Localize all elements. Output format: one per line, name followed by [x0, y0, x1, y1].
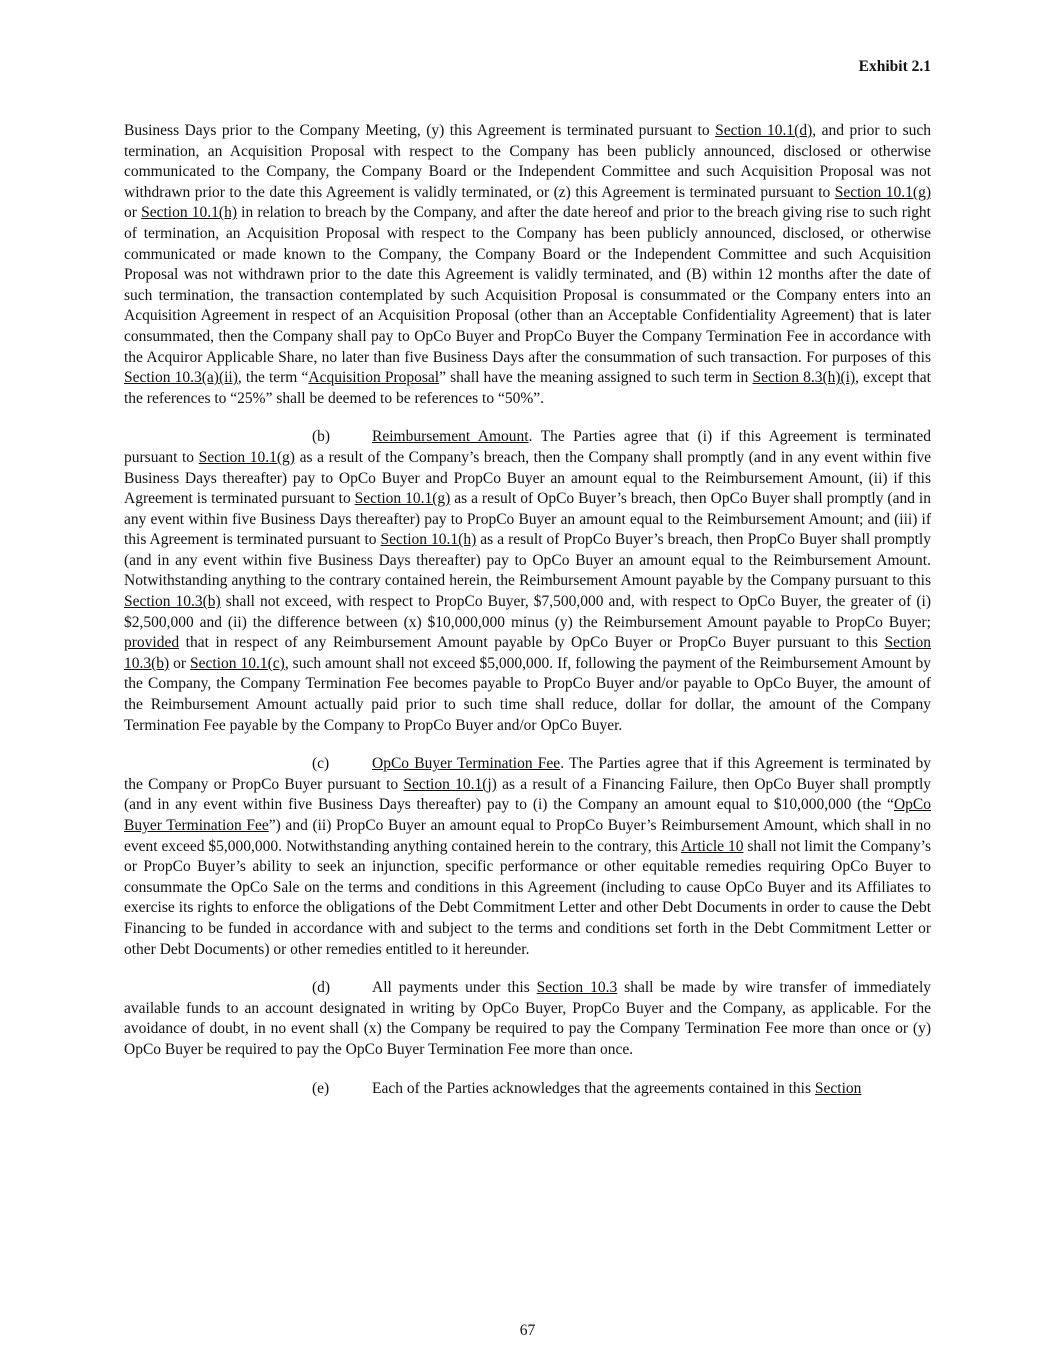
paragraph-label: (b) [312, 428, 331, 446]
paragraph-a-continued: Business Days prior to the Company Meeting, (y) this Agreement is terminated pursuant to Section 10.1(d), and prior to such termination, an Acquisition Proposal with respect to the Company has been publicly announced, disclosed or otherwise communicated to the Company, the Company Board or the Independent Committee and such Acquisition Proposal was not withdrawn prior to the date this Agreement is validly terminated, or (z) this Agreement is terminated pursuant to Section 10.1(g) or Section 10.1(h) in relation to breach by the Company, and after the date hereof and prior to the breach giving rise to such right of termination, an Acquisition Proposal with respect to the Company has been publicly announced, disclosed, or otherwise communicated or made known to the Company, the Company Board or the Independent Committee and such Acquisition Proposal was not withdrawn prior to the date this Agreement is validly terminated, and (B) within 12 months after the date of such termination, the transaction contemplated by such Acquisition Proposal is consummated or the Company enters into an Acquisition Agreement in respect of an Acquisition Proposal (other than an Acceptable Confidentiality Agreement) that is later consummated, then the Company shall pay to OpCo Buyer and PropCo Buyer the Company Termination Fee in accordance with the Acquiror Applicable Share, no later than five Business Days after the consummation of such transaction. For purposes of this Section 10.3(a)(ii), the term “Acquisition Proposal” shall have the meaning assigned to such term in Section 8.3(h)(i), except that the references to “25%” shall be deemed to be references to “50%”. [124, 122, 932, 407]
cross-reference: Section 10.1(h) [380, 531, 477, 549]
cross-reference: Section 8.3(h)(i) [752, 369, 856, 387]
cross-reference: Section [814, 1079, 862, 1097]
paragraph-e: (e) Each of the Parties acknowledges that the agreements contained in this Section [124, 1079, 931, 1100]
cross-reference: Section 10.1(g) [198, 448, 295, 466]
defined-term: Acquisition Proposal [308, 369, 440, 387]
paragraph-b: (b) Reimbursement Amount. The Parties agree that (i) if this Agreement is terminated pursuant to Section 10.1(g) as a result of the Company’s breach, then the Company shall promptly (and in any event within five Business Days thereafter) pay to OpCo Buyer and PropCo Buyer an amount equal to the Reimbursement Amount, (ii) if this Agreement is terminated pursuant to Section 10.1(g) as a result of OpCo Buyer’s breach, then OpCo Buyer shall promptly (and in any event within five Business Days thereafter) pay to PropCo Buyer an amount equal to the Reimbursement Amount; and (iii) if this Agreement is terminated pursuant to Section 10.1(h) as a result of PropCo Buyer’s breach, then PropCo Buyer shall promptly (and in any event within five Business Days thereafter) pay to OpCo Buyer an amount equal to the Reimbursement Amount. Notwithstanding anything to the contrary contained herein, the Reimbursement Amount payable by the Company pursuant to this Section 10.3(b) shall not exceed, with respect to PropCo Buyer, $7,500,000 and, with respect to OpCo Buyer, the greater of (i) $2,500,000 and (ii) the difference between (x) $10,000,000 minus (y) the Reimbursement Amount payable to PropCo Buyer; provided that in respect of any Reimbursement Amount payable by OpCo Buyer or PropCo Buyer pursuant to this Section 10.3(b) or Section 10.1(c), such amount shall not exceed $5,000,000. If, following the payment of the Reimbursement Amount by the Company, the Company Termination Fee becomes payable to PropCo Buyer and/or payable to OpCo Buyer, the amount of the Reimbursement Amount actually paid prior to such time shall reduce, dollar for dollar, the amount of the Company Termination Fee payable by the Company to PropCo Buyer and/or OpCo Buyer. [124, 428, 932, 734]
cross-reference: Article 10 [680, 837, 744, 855]
defined-term: OpCo Buyer Termination Fee [124, 796, 931, 834]
proviso-term: provided [124, 634, 180, 652]
document-body [124, 121, 931, 1099]
cross-reference: Section 10.1(c) [190, 654, 285, 672]
cross-reference: Section 10.1(g) [834, 183, 931, 201]
paragraph-label: (c) [312, 755, 330, 773]
paragraph-label: (d) [312, 979, 331, 997]
cross-reference: Section 10.1(h) [141, 204, 237, 222]
paragraph-heading: OpCo Buyer Termination Fee [372, 755, 561, 773]
paragraph-heading: Reimbursement Amount [372, 428, 529, 446]
exhibit-label: Exhibit 2.1 [858, 58, 931, 75]
paragraph-c: (c) OpCo Buyer Termination Fee. The Parties agree that if this Agreement is terminated by the Company or PropCo Buyer pursuant to Section 10.1(j) as a result of a Financing Failure, then OpCo Buyer shall promptly (and in any event within five Business Days thereafter) pay to (i) the Company an amount equal to $10,000,000 (the “OpCo Buyer Termination Fee”) and (ii) PropCo Buyer an amount equal to PropCo Buyer’s Reimbursement Amount, which shall in no event exceed $5,000,000. Notwithstanding anything contained herein to the contrary, this Article 10 shall not limit the Company’s or PropCo Buyer’s ability to seek an injunction, specific performance or other equitable remedies requiring OpCo Buyer to consummate the OpCo Sale on the terms and conditions in this Agreement (including to cause OpCo Buyer and its Affiliates to exercise its rights to enforce the obligations of the Debt Commitment Letter and other Debt Documents in order to cause the Debt Financing to be funded in accordance with and subject to the terms and conditions set forth in the Debt Commitment Letter or other Debt Documents) or other remedies entitled to it hereunder. [124, 755, 932, 958]
cross-reference: Section 10.3(a)(ii) [124, 369, 238, 387]
cross-reference: Section 10.1(d) [715, 122, 813, 139]
paragraph-d: (d) All payments under this Section 10.3 shall be made by wire transfer of immediately available funds to an account designated in writing by OpCo Buyer, PropCo Buyer and the Company, as applicable. For the avoidance of doubt, in no event shall (x) the Company be required to pay the Company Termination Fee more than once or (y) OpCo Buyer be required to pay the OpCo Buyer Termination Fee more than once. [124, 979, 931, 1058]
cross-reference: Section 10.1(j) [403, 775, 497, 793]
cross-reference: Section 10.1(g) [354, 490, 451, 508]
cross-reference: Section 10.3 [536, 979, 618, 997]
cross-reference: Section 10.3(b) [124, 634, 931, 672]
cross-reference: Section 10.3(b) [124, 593, 221, 611]
page-number: 67 [519, 1322, 536, 1339]
paragraph-label: (e) [312, 1079, 330, 1097]
